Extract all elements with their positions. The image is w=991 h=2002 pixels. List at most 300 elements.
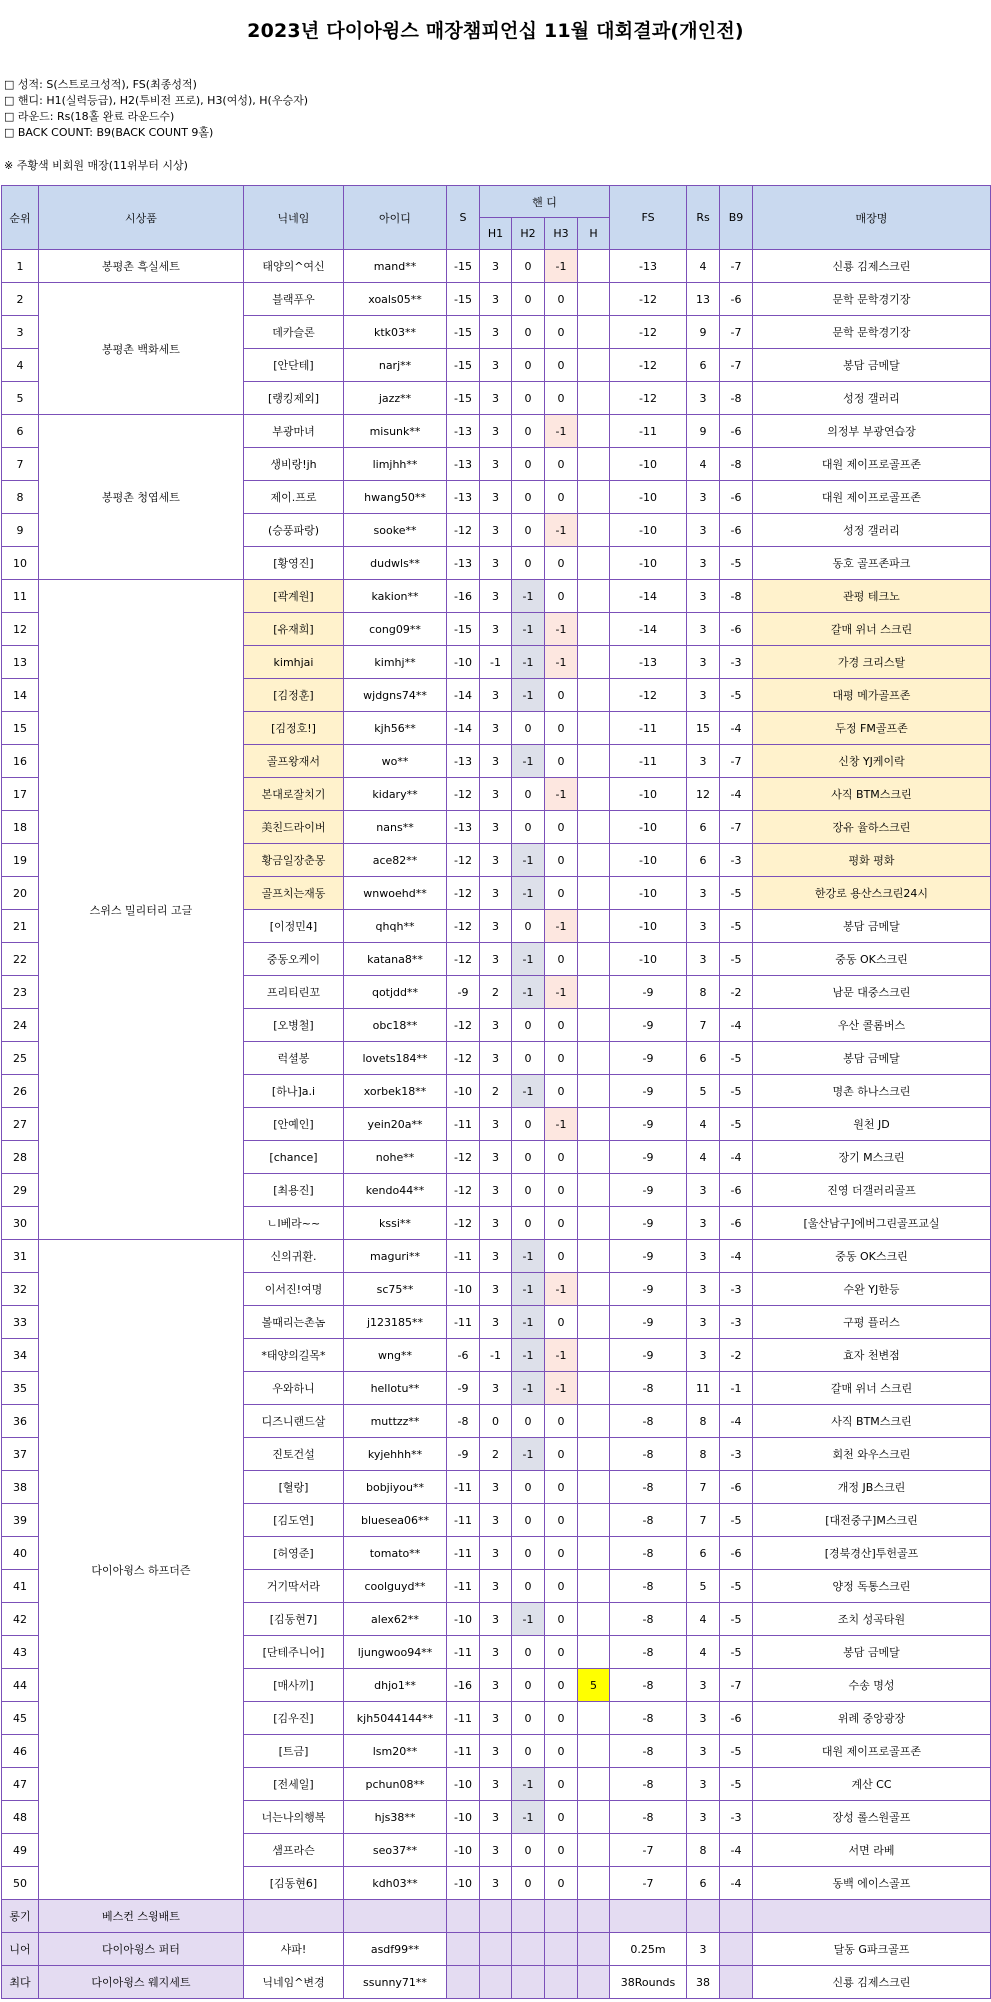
non-member-note: ※ 주황색 비회원 매장(11위부터 시상)	[4, 159, 188, 172]
store-cell: 장성 롤스원골프	[753, 1801, 991, 1834]
b9-cell: -4	[720, 1141, 753, 1174]
id-cell: kakion**	[344, 580, 447, 613]
b9-cell: -5	[720, 1075, 753, 1108]
score-s-cell: -11	[447, 1240, 480, 1273]
rank-cell: 23	[2, 976, 39, 1009]
score-s-cell: -10	[447, 1273, 480, 1306]
fs-cell: -8	[610, 1372, 687, 1405]
award-empty-cell	[512, 1933, 545, 1966]
nickname-cell: [김동현7]	[244, 1603, 344, 1636]
h2-cell: 0	[512, 514, 545, 547]
header-prize: 시상품	[39, 186, 244, 250]
award-empty-cell	[545, 1900, 578, 1933]
h3-cell: 0	[545, 1504, 578, 1537]
h1-cell: 2	[480, 1075, 512, 1108]
id-cell: dudwls**	[344, 547, 447, 580]
h-cell	[578, 1471, 610, 1504]
rs-cell: 6	[687, 1042, 720, 1075]
h-cell	[578, 547, 610, 580]
store-cell: 대원 제이프로골프존	[753, 1735, 991, 1768]
h2-cell: -1	[512, 1240, 545, 1273]
fs-cell: -8	[610, 1768, 687, 1801]
h3-cell: 0	[545, 1867, 578, 1900]
award-record-cell: 0.25m	[610, 1933, 687, 1966]
id-cell: hwang50**	[344, 481, 447, 514]
h-cell	[578, 1537, 610, 1570]
fs-cell: -8	[610, 1735, 687, 1768]
h2-cell: 0	[512, 481, 545, 514]
rank-cell: 25	[2, 1042, 39, 1075]
score-s-cell: -15	[447, 349, 480, 382]
nickname-cell: 거기딱서라	[244, 1570, 344, 1603]
store-cell: 계산 CC	[753, 1768, 991, 1801]
nickname-cell: 골프치는재동	[244, 877, 344, 910]
id-cell: hellotu**	[344, 1372, 447, 1405]
h-cell: 5	[578, 1669, 610, 1702]
h1-cell: 3	[480, 1867, 512, 1900]
results-table	[1, 185, 991, 1999]
rank-cell: 31	[2, 1240, 39, 1273]
h-cell	[578, 283, 610, 316]
h3-cell: -1	[545, 778, 578, 811]
header-row	[2, 186, 991, 218]
fs-cell: -14	[610, 613, 687, 646]
h3-cell: 0	[545, 679, 578, 712]
h1-cell: 2	[480, 1438, 512, 1471]
rs-cell: 3	[687, 943, 720, 976]
b9-cell: -5	[720, 1042, 753, 1075]
rs-cell: 3	[687, 1801, 720, 1834]
score-s-cell: -11	[447, 1636, 480, 1669]
nickname-cell: 디즈니랜드살	[244, 1405, 344, 1438]
id-cell: lsm20**	[344, 1735, 447, 1768]
nickname-cell: [전세일]	[244, 1768, 344, 1801]
rank-cell: 1	[2, 250, 39, 283]
rank-cell: 28	[2, 1141, 39, 1174]
fs-cell: -9	[610, 1240, 687, 1273]
score-s-cell: -9	[447, 1438, 480, 1471]
h3-cell: 0	[545, 547, 578, 580]
store-cell: 동호 골프존파크	[753, 547, 991, 580]
nickname-cell: [황영진]	[244, 547, 344, 580]
h1-cell: 3	[480, 1240, 512, 1273]
nickname-cell: [매사끼]	[244, 1669, 344, 1702]
score-s-cell: -13	[447, 481, 480, 514]
b9-cell: -4	[720, 1009, 753, 1042]
h-cell	[578, 1702, 610, 1735]
nickname-cell: [chance]	[244, 1141, 344, 1174]
rank-cell: 27	[2, 1108, 39, 1141]
store-cell: 구평 플러스	[753, 1306, 991, 1339]
store-cell: 신창 YJ케이락	[753, 745, 991, 778]
score-s-cell: -14	[447, 712, 480, 745]
fs-cell: -10	[610, 943, 687, 976]
rs-cell: 7	[687, 1471, 720, 1504]
rank-cell: 49	[2, 1834, 39, 1867]
store-cell: 회천 와우스크린	[753, 1438, 991, 1471]
h3-cell: -1	[545, 613, 578, 646]
rs-cell: 8	[687, 1438, 720, 1471]
h-cell	[578, 712, 610, 745]
store-cell: 봉담 금메달	[753, 349, 991, 382]
fs-cell: -8	[610, 1570, 687, 1603]
fs-cell: -9	[610, 1273, 687, 1306]
store-cell: 대원 제이프로골프존	[753, 448, 991, 481]
score-s-cell: -10	[447, 1075, 480, 1108]
fs-cell: -11	[610, 745, 687, 778]
h1-cell: 3	[480, 1306, 512, 1339]
fs-cell: -10	[610, 448, 687, 481]
fs-cell: -9	[610, 1141, 687, 1174]
rank-cell: 30	[2, 1207, 39, 1240]
rank-cell: 46	[2, 1735, 39, 1768]
rank-cell: 22	[2, 943, 39, 976]
h3-cell: 0	[545, 580, 578, 613]
fs-cell: -9	[610, 1339, 687, 1372]
rank-cell: 16	[2, 745, 39, 778]
store-cell: 봉담 금메달	[753, 1636, 991, 1669]
rank-cell: 40	[2, 1537, 39, 1570]
b9-cell: -3	[720, 1273, 753, 1306]
h1-cell: 3	[480, 481, 512, 514]
h3-cell: 0	[545, 712, 578, 745]
fs-cell: -9	[610, 1009, 687, 1042]
id-cell: seo37**	[344, 1834, 447, 1867]
award-nickname-cell: 샤파!	[244, 1933, 344, 1966]
h1-cell: 3	[480, 1735, 512, 1768]
rs-cell: 3	[687, 613, 720, 646]
b9-cell: -6	[720, 1471, 753, 1504]
h1-cell: 3	[480, 712, 512, 745]
store-cell: 수송 명성	[753, 1669, 991, 1702]
score-s-cell: -9	[447, 976, 480, 1009]
h3-cell: -1	[545, 1108, 578, 1141]
h-cell	[578, 415, 610, 448]
h-cell	[578, 1405, 610, 1438]
h3-cell: 0	[545, 1801, 578, 1834]
fs-cell: -7	[610, 1867, 687, 1900]
b9-cell: -4	[720, 778, 753, 811]
id-cell: dhjo1**	[344, 1669, 447, 1702]
award-prize-cell: 베스컨 스윙배트	[39, 1900, 244, 1933]
h2-cell: 0	[512, 1141, 545, 1174]
h1-cell: 3	[480, 1042, 512, 1075]
h3-cell: 0	[545, 1471, 578, 1504]
fs-cell: -10	[610, 481, 687, 514]
b9-cell: -8	[720, 448, 753, 481]
score-s-cell: -15	[447, 250, 480, 283]
award-store-cell: 달동 G파크골프	[753, 1933, 991, 1966]
special-award-row	[2, 1900, 991, 1933]
nickname-cell: 블랙푸우	[244, 283, 344, 316]
store-cell: 명촌 하나스크린	[753, 1075, 991, 1108]
score-s-cell: -13	[447, 547, 480, 580]
h-cell	[578, 745, 610, 778]
h2-cell: 0	[512, 1537, 545, 1570]
fs-cell: -13	[610, 250, 687, 283]
nickname-cell: [김도연]	[244, 1504, 344, 1537]
header-fs: FS	[610, 186, 687, 250]
h-cell	[578, 316, 610, 349]
legend	[4, 77, 308, 141]
rank-cell: 42	[2, 1603, 39, 1636]
h1-cell: 3	[480, 1537, 512, 1570]
nickname-cell: 부광마녀	[244, 415, 344, 448]
h2-cell: 0	[512, 283, 545, 316]
h-cell	[578, 976, 610, 1009]
h2-cell: -1	[512, 943, 545, 976]
h-cell	[578, 943, 610, 976]
nickname-cell: [김정훈]	[244, 679, 344, 712]
b9-cell: -4	[720, 1240, 753, 1273]
award-id-cell: asdf99**	[344, 1933, 447, 1966]
fs-cell: -12	[610, 316, 687, 349]
h3-cell: 0	[545, 1207, 578, 1240]
nickname-cell: 우와하니	[244, 1372, 344, 1405]
fs-cell: -8	[610, 1405, 687, 1438]
score-s-cell: -8	[447, 1405, 480, 1438]
table-row	[2, 415, 991, 448]
rs-cell: 6	[687, 1537, 720, 1570]
score-s-cell: -16	[447, 1669, 480, 1702]
id-cell: narj**	[344, 349, 447, 382]
h2-cell: 0	[512, 910, 545, 943]
fs-cell: -8	[610, 1504, 687, 1537]
rs-cell: 15	[687, 712, 720, 745]
rank-cell: 15	[2, 712, 39, 745]
store-cell: 봉담 금메달	[753, 910, 991, 943]
h1-cell: 3	[480, 1702, 512, 1735]
h3-cell: 0	[545, 1240, 578, 1273]
award-type-cell: 최다	[2, 1966, 39, 1999]
h-cell	[578, 844, 610, 877]
h2-cell: 0	[512, 1702, 545, 1735]
fs-cell: -11	[610, 712, 687, 745]
award-empty-cell	[578, 1900, 610, 1933]
rs-cell: 8	[687, 1405, 720, 1438]
rs-cell: 13	[687, 283, 720, 316]
store-cell: 중동 OK스크린	[753, 1240, 991, 1273]
score-s-cell: -12	[447, 877, 480, 910]
b9-cell: -5	[720, 1603, 753, 1636]
score-s-cell: -13	[447, 745, 480, 778]
h2-cell: 0	[512, 382, 545, 415]
nickname-cell: 너는나의행복	[244, 1801, 344, 1834]
nickname-cell: 프리티린꼬	[244, 976, 344, 1009]
nickname-cell: [최용진]	[244, 1174, 344, 1207]
id-cell: mand**	[344, 250, 447, 283]
score-s-cell: -12	[447, 1141, 480, 1174]
legend-score: □ 성적: S(스트로크성적), FS(최종성적)	[4, 78, 197, 91]
h2-cell: -1	[512, 1306, 545, 1339]
rs-cell: 5	[687, 1075, 720, 1108]
rs-cell: 3	[687, 1174, 720, 1207]
fs-cell: -10	[610, 811, 687, 844]
nickname-cell: [김정호!]	[244, 712, 344, 745]
store-cell: 동백 에이스골프	[753, 1867, 991, 1900]
score-s-cell: -13	[447, 448, 480, 481]
store-cell: 성정 갤러리	[753, 514, 991, 547]
rank-cell: 7	[2, 448, 39, 481]
h1-cell: 3	[480, 448, 512, 481]
rank-cell: 5	[2, 382, 39, 415]
h1-cell: 3	[480, 1207, 512, 1240]
b9-cell: -8	[720, 382, 753, 415]
award-empty-cell	[480, 1933, 512, 1966]
rank-cell: 33	[2, 1306, 39, 1339]
store-cell: 장기 M스크린	[753, 1141, 991, 1174]
h2-cell: 0	[512, 1042, 545, 1075]
h1-cell: 3	[480, 1834, 512, 1867]
legend-backcount: □ BACK COUNT: B9(BACK COUNT 9홀)	[4, 126, 214, 139]
fs-cell: -9	[610, 1108, 687, 1141]
rs-cell: 11	[687, 1372, 720, 1405]
h2-cell: -1	[512, 745, 545, 778]
award-empty-cell	[545, 1966, 578, 1999]
special-award-row	[2, 1966, 991, 1999]
h3-cell: 0	[545, 1438, 578, 1471]
rs-cell: 3	[687, 1702, 720, 1735]
rs-cell: 3	[687, 646, 720, 679]
h-cell	[578, 1834, 610, 1867]
store-cell: 갈매 위너 스크린	[753, 613, 991, 646]
b9-cell: -7	[720, 349, 753, 382]
h2-cell: 0	[512, 547, 545, 580]
score-s-cell: -12	[447, 1009, 480, 1042]
store-cell: 개정 JB스크린	[753, 1471, 991, 1504]
score-s-cell: -15	[447, 316, 480, 349]
fs-cell: -7	[610, 1834, 687, 1867]
rs-cell: 3	[687, 580, 720, 613]
b9-cell: -6	[720, 1174, 753, 1207]
b9-cell: -6	[720, 514, 753, 547]
rank-cell: 43	[2, 1636, 39, 1669]
fs-cell: -10	[610, 778, 687, 811]
h3-cell: 0	[545, 877, 578, 910]
rank-cell: 20	[2, 877, 39, 910]
nickname-cell: [김우진]	[244, 1702, 344, 1735]
h1-cell: 3	[480, 514, 512, 547]
fs-cell: -9	[610, 1042, 687, 1075]
score-s-cell: -15	[447, 613, 480, 646]
rank-cell: 38	[2, 1471, 39, 1504]
id-cell: kimhj**	[344, 646, 447, 679]
b9-cell: -3	[720, 1438, 753, 1471]
b9-cell: -5	[720, 1570, 753, 1603]
h1-cell: 3	[480, 1636, 512, 1669]
h-cell	[578, 1603, 610, 1636]
h3-cell: 0	[545, 1735, 578, 1768]
h3-cell: 0	[545, 943, 578, 976]
h-cell	[578, 514, 610, 547]
nickname-cell: 중동오케이	[244, 943, 344, 976]
h2-cell: 0	[512, 1570, 545, 1603]
store-cell: 서면 라베	[753, 1834, 991, 1867]
id-cell: katana8**	[344, 943, 447, 976]
id-cell: wo**	[344, 745, 447, 778]
b9-cell: -6	[720, 1207, 753, 1240]
nickname-cell: [안예인]	[244, 1108, 344, 1141]
id-cell: kidary**	[344, 778, 447, 811]
h3-cell: 0	[545, 1009, 578, 1042]
score-s-cell: -10	[447, 1834, 480, 1867]
nickname-cell: 진토건설	[244, 1438, 344, 1471]
rank-cell: 14	[2, 679, 39, 712]
h2-cell: -1	[512, 976, 545, 1009]
h-cell	[578, 1801, 610, 1834]
h2-cell: 0	[512, 1735, 545, 1768]
h3-cell: 0	[545, 1636, 578, 1669]
award-prize-cell: 다이아윙스 퍼터	[39, 1933, 244, 1966]
score-s-cell: -16	[447, 580, 480, 613]
nickname-cell: (승풍파랑)	[244, 514, 344, 547]
rs-cell: 3	[687, 1339, 720, 1372]
fs-cell: -12	[610, 283, 687, 316]
h3-cell: -1	[545, 1273, 578, 1306]
fs-cell: -9	[610, 1306, 687, 1339]
award-rs-cell: 3	[687, 1933, 720, 1966]
award-empty-cell	[578, 1933, 610, 1966]
award-empty-cell	[480, 1966, 512, 1999]
nickname-cell: [랭킹제외]	[244, 382, 344, 415]
h3-cell: 0	[545, 1669, 578, 1702]
award-rs-cell	[687, 1900, 720, 1933]
h1-cell: 3	[480, 811, 512, 844]
rs-cell: 3	[687, 1735, 720, 1768]
nickname-cell: 태양의^여신	[244, 250, 344, 283]
score-s-cell: -11	[447, 1471, 480, 1504]
id-cell: kjh56**	[344, 712, 447, 745]
h2-cell: 0	[512, 1834, 545, 1867]
rank-cell: 45	[2, 1702, 39, 1735]
fs-cell: -12	[610, 382, 687, 415]
b9-cell: -4	[720, 1405, 753, 1438]
award-rs-cell: 38	[687, 1966, 720, 1999]
table-row	[2, 283, 991, 316]
b9-cell: -6	[720, 415, 753, 448]
h2-cell: 0	[512, 448, 545, 481]
nickname-cell: 황금일장춘몽	[244, 844, 344, 877]
h1-cell: 3	[480, 910, 512, 943]
b9-cell: -6	[720, 283, 753, 316]
h3-cell: 0	[545, 481, 578, 514]
score-s-cell: -11	[447, 1735, 480, 1768]
b9-cell: -2	[720, 976, 753, 1009]
header-store: 매장명	[753, 186, 991, 250]
award-empty-cell	[720, 1966, 753, 1999]
rank-cell: 44	[2, 1669, 39, 1702]
award-nickname-cell	[244, 1900, 344, 1933]
rank-cell: 21	[2, 910, 39, 943]
h-cell	[578, 1339, 610, 1372]
score-s-cell: -10	[447, 1603, 480, 1636]
score-s-cell: -11	[447, 1306, 480, 1339]
nickname-cell: 샘프라슨	[244, 1834, 344, 1867]
rank-cell: 3	[2, 316, 39, 349]
h-cell	[578, 1207, 610, 1240]
rs-cell: 12	[687, 778, 720, 811]
b9-cell: -3	[720, 844, 753, 877]
h-cell	[578, 778, 610, 811]
header-id: 아이디	[344, 186, 447, 250]
nickname-cell: [하나]a.i	[244, 1075, 344, 1108]
nickname-cell: 볼때리는촌놈	[244, 1306, 344, 1339]
rs-cell: 3	[687, 547, 720, 580]
award-nickname-cell: 닉네임^변경	[244, 1966, 344, 1999]
rs-cell: 3	[687, 910, 720, 943]
h3-cell: 0	[545, 1174, 578, 1207]
header-b9: B9	[720, 186, 753, 250]
